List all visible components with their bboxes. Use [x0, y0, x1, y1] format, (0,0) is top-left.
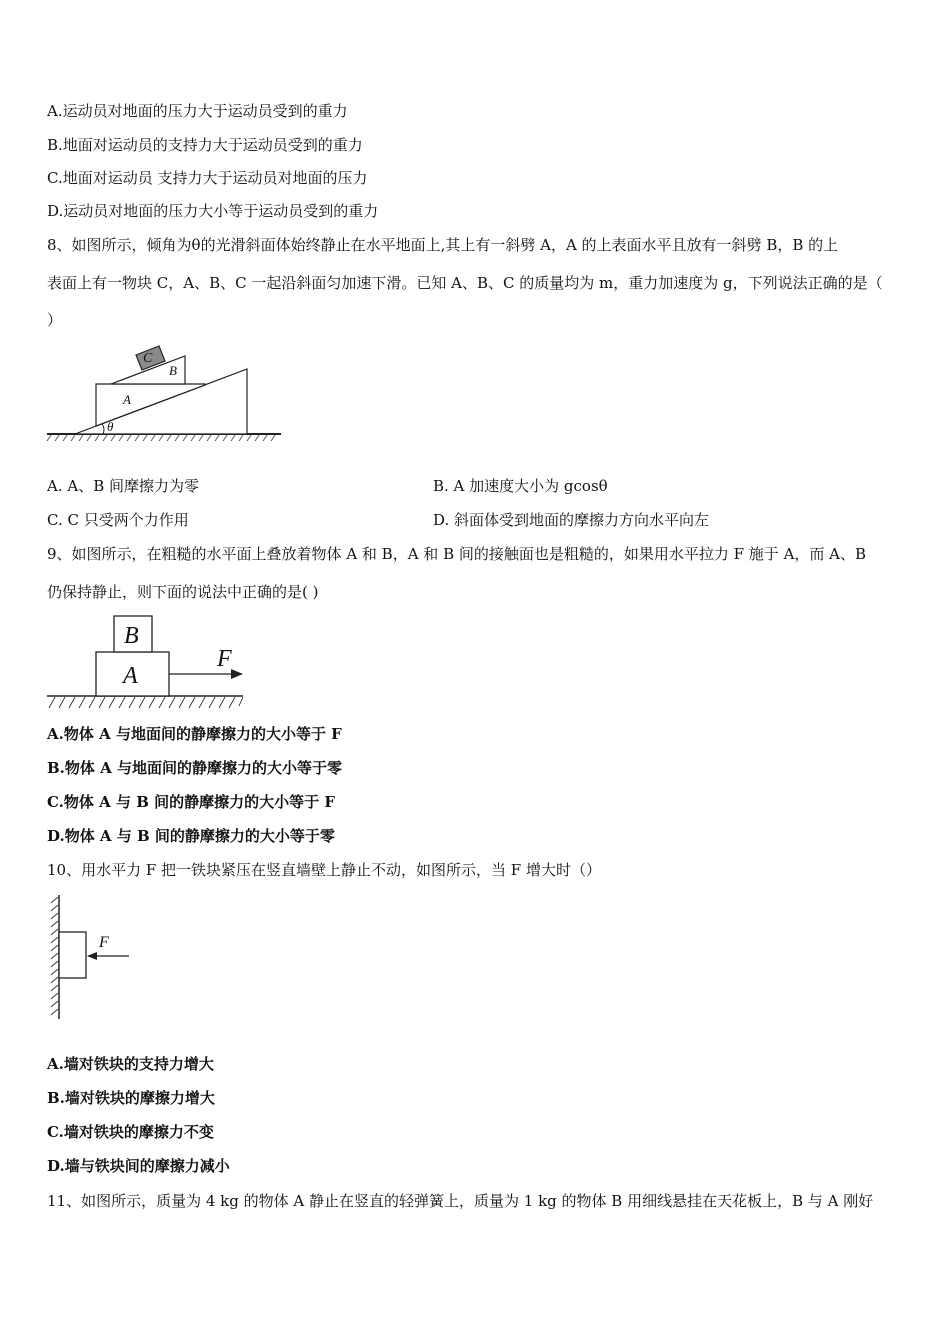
q8-option-d: D. 斜面体受到地面的摩擦力方向水平向左	[433, 511, 710, 529]
q9-option-d: D.物体 A 与 B 间的静摩擦力的大小等于零	[47, 827, 335, 845]
q8-incline-figure	[45, 338, 285, 443]
q7-option-d: D.运动员对地面的压力大小等于运动员受到的重力	[47, 202, 379, 220]
q10-label-f: F	[99, 934, 109, 951]
q8-label-theta: θ	[107, 419, 114, 434]
q8-option-b: B. A 加速度大小为 gcosθ	[433, 477, 608, 495]
q10-option-d: D.墙与铁块间的摩擦力减小	[47, 1157, 230, 1175]
q9-option-b: B.物体 A 与地面间的静摩擦力的大小等于零	[47, 759, 342, 777]
q10-option-a: A.墙对铁块的支持力增大	[47, 1055, 214, 1073]
q8-stem-line1: 8、如图所示，倾角为θ的光滑斜面体始终静止在水平地面上,其上有一斜劈 A，A 的上表面水平且放有一斜劈 B，B 的上	[47, 236, 839, 254]
q9-stem-line2: 仍保持静止，则下面的说法中正确的是( )	[47, 583, 319, 601]
q8-stem-line3: ）	[47, 311, 63, 329]
q9-stem-line1: 9、如图所示，在粗糙的水平面上叠放着物体 A 和 B，A 和 B 间的接触面也是粗糙的，如果用水平拉力 F 施于 A，而 A、B	[47, 545, 867, 563]
q9-label-b: B	[124, 623, 139, 649]
q9-option-c: C.物体 A 与 B 间的静摩擦力的大小等于 F	[47, 793, 335, 811]
q8-option-c: C. C 只受两个力作用	[47, 511, 189, 529]
q10-option-b: B.墙对铁块的摩擦力增大	[47, 1089, 215, 1107]
q10-option-c: C.墙对铁块的摩擦力不变	[47, 1123, 214, 1141]
q9-label-a: A	[123, 663, 138, 689]
q9-stacked-blocks-figure	[45, 612, 250, 712]
q8-option-a: A. A、B 间摩擦力为零	[47, 477, 199, 495]
q7-option-b: B.地面对运动员的支持力大于运动员受到的重力	[47, 136, 363, 154]
q8-label-a: A	[123, 392, 131, 407]
q8-label-b: B	[169, 363, 177, 378]
q9-option-a: A.物体 A 与地面间的静摩擦力的大小等于 F	[47, 725, 342, 743]
q7-option-a: A.运动员对地面的压力大于运动员受到的重力	[47, 102, 348, 120]
q10-wall-block-figure	[45, 893, 140, 1023]
q11-stem: 11、如图所示，质量为 4 kg 的物体 A 静止在竖直的轻弹簧上，质量为 1 kg 的物体 B 用细线悬挂在天花板上，B 与 A 刚好	[47, 1192, 874, 1210]
q7-option-c: C.地面对运动员 支持力大于运动员对地面的压力	[47, 169, 368, 187]
q8-stem-line2: 表面上有一物块 C，A、B、C 一起沿斜面匀加速下滑。已知 A、B、C 的质量均为 m，重力加速度为 g，下列说法正确的是（	[47, 274, 883, 292]
q8-label-c: C	[143, 351, 153, 366]
q10-stem: 10、用水平力 F 把一铁块紧压在竖直墙壁上静止不动，如图所示，当 F 增大时（）	[47, 861, 601, 879]
q9-label-f: F	[217, 646, 232, 672]
